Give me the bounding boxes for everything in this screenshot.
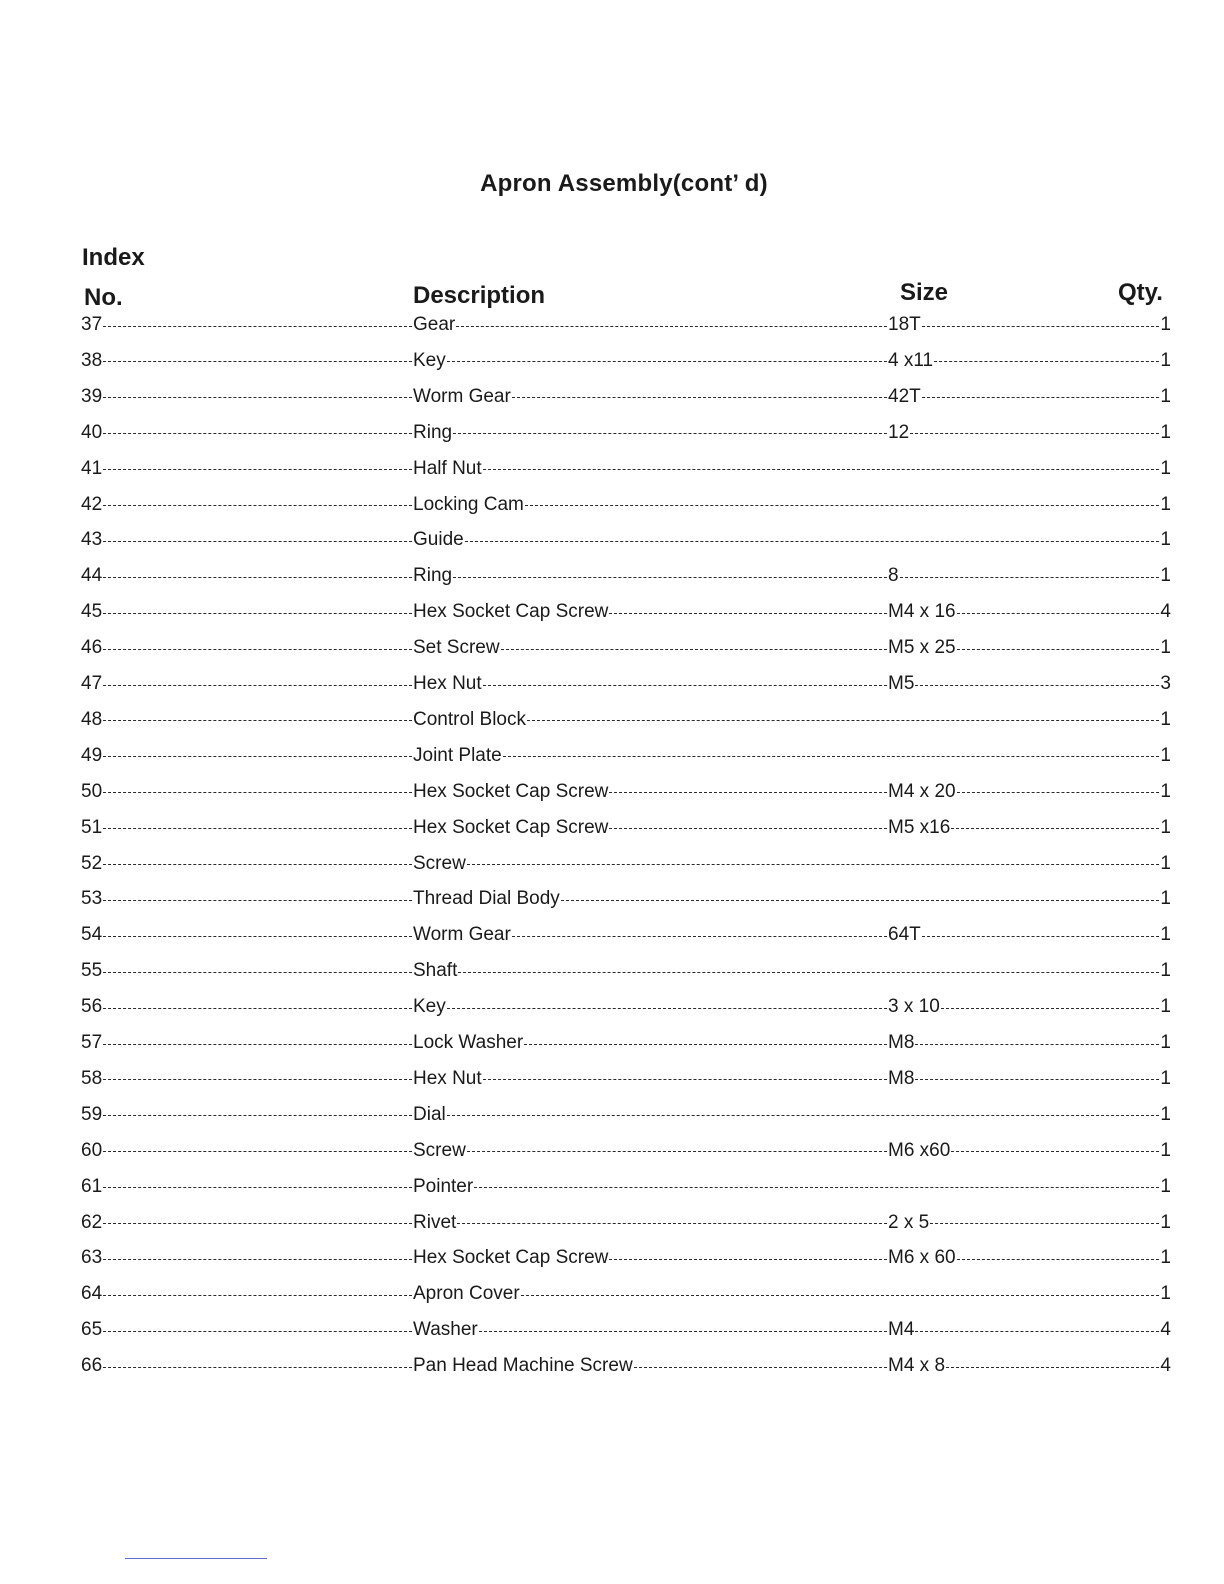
table-row	[81, 1067, 1171, 1091]
part-qty: 1	[1160, 816, 1171, 838]
part-description: Apron Cover	[413, 1283, 520, 1305]
dotted-leader	[103, 1044, 412, 1045]
index-number: 59	[81, 1103, 103, 1125]
dotted-leader	[527, 720, 1159, 721]
part-description: Screw	[413, 1139, 466, 1161]
part-description: Pointer	[413, 1175, 474, 1197]
index-number: 48	[81, 708, 103, 730]
index-number: 57	[81, 1032, 103, 1053]
table-row	[81, 564, 1171, 588]
dotted-leader	[503, 756, 1160, 757]
index-number: 60	[81, 1139, 103, 1161]
part-size: 2 x 5	[888, 1211, 930, 1233]
dotted-leader	[525, 505, 1160, 506]
index-number: 55	[81, 960, 103, 982]
index-number: 43	[81, 529, 103, 551]
part-size: M6 x 60	[888, 1247, 956, 1269]
dotted-leader	[934, 361, 1159, 362]
part-description: Hex Socket Cap Screw	[413, 780, 609, 802]
header-description: Description	[413, 282, 546, 309]
part-qty: 4	[1160, 601, 1171, 623]
dotted-leader	[103, 1187, 412, 1188]
dotted-leader	[103, 864, 412, 865]
dotted-leader	[915, 685, 1159, 686]
dotted-leader	[609, 828, 887, 829]
dotted-leader	[103, 541, 412, 542]
part-description: Set Screw	[413, 637, 500, 659]
part-qty: 1	[1160, 565, 1171, 587]
part-description: Ring	[413, 421, 453, 443]
part-description: Key	[413, 349, 446, 371]
part-size: M4 x 20	[888, 780, 956, 802]
part-description: Locking Cam	[413, 493, 524, 515]
part-qty: 1	[1160, 996, 1171, 1018]
dotted-leader	[957, 792, 1160, 793]
part-description: Hex Socket Cap Screw	[413, 601, 609, 623]
dotted-leader	[453, 433, 887, 434]
dotted-leader	[951, 828, 1159, 829]
table-row	[81, 349, 1171, 373]
dotted-leader	[946, 1367, 1159, 1368]
dotted-leader	[103, 792, 412, 793]
index-number: 56	[81, 996, 103, 1018]
dotted-leader	[103, 613, 412, 614]
table-row	[81, 528, 1171, 552]
part-size: 42T	[888, 385, 921, 407]
part-size: M4 x 8	[888, 1355, 946, 1377]
dotted-leader	[474, 1187, 1159, 1188]
dotted-leader	[957, 649, 1160, 650]
index-number: 61	[81, 1175, 103, 1197]
dotted-leader	[922, 936, 1160, 937]
dotted-leader	[103, 1295, 412, 1296]
part-size: 18T	[888, 314, 921, 335]
dotted-leader	[561, 900, 1160, 901]
part-description: Screw	[413, 852, 466, 874]
part-qty: 1	[1160, 349, 1171, 371]
part-description: Pan Head Machine Screw	[413, 1355, 633, 1377]
dotted-leader	[479, 1331, 887, 1332]
dotted-leader	[103, 1151, 412, 1152]
dotted-leader	[103, 1115, 412, 1116]
part-description: Lock Washer	[413, 1032, 524, 1053]
part-description: Gear	[413, 314, 456, 335]
table-row	[81, 816, 1171, 840]
index-number: 37	[81, 314, 103, 335]
dotted-leader	[915, 1044, 1159, 1045]
part-size: M4	[888, 1319, 915, 1341]
part-qty: 1	[1160, 1103, 1171, 1125]
index-number: 66	[81, 1355, 103, 1377]
part-description: Worm Gear	[413, 924, 511, 946]
dotted-leader	[609, 1259, 887, 1260]
dotted-leader	[103, 828, 412, 829]
dotted-leader	[103, 1008, 412, 1009]
table-row	[81, 1211, 1171, 1235]
part-description: Shaft	[413, 960, 458, 982]
part-qty: 1	[1160, 1211, 1171, 1233]
dotted-leader	[103, 936, 412, 937]
index-number: 40	[81, 421, 103, 443]
dotted-leader	[458, 972, 1159, 973]
index-number: 65	[81, 1319, 103, 1341]
part-description: Hex Socket Cap Screw	[413, 816, 609, 838]
footer-rule	[125, 1558, 267, 1559]
part-size: M4 x 16	[888, 601, 956, 623]
table-row	[81, 1175, 1171, 1199]
dotted-leader	[521, 1295, 1160, 1296]
dotted-leader	[910, 433, 1159, 434]
index-number: 54	[81, 924, 103, 946]
index-number: 53	[81, 888, 103, 910]
table-row	[81, 493, 1171, 517]
part-qty: 1	[1160, 1032, 1171, 1053]
table-row	[81, 636, 1171, 660]
part-qty: 1	[1160, 960, 1171, 982]
part-qty: 1	[1160, 493, 1171, 515]
dotted-leader	[103, 469, 412, 470]
part-description: Ring	[413, 565, 453, 587]
dotted-leader	[447, 1115, 1160, 1116]
dotted-leader	[465, 541, 1160, 542]
part-description: Hex Nut	[413, 673, 482, 694]
index-number: 44	[81, 565, 103, 587]
dotted-leader	[103, 720, 412, 721]
part-qty: 1	[1160, 780, 1171, 802]
table-row	[81, 385, 1171, 409]
part-size: M8	[888, 1032, 915, 1053]
header-size: Size	[900, 279, 949, 306]
part-description: Dial	[413, 1103, 446, 1125]
part-qty: 1	[1160, 924, 1171, 946]
table-row	[81, 852, 1171, 876]
dotted-leader	[103, 361, 412, 362]
part-qty: 1	[1160, 744, 1171, 766]
index-number: 52	[81, 852, 103, 874]
dotted-leader	[103, 433, 412, 434]
dotted-leader	[103, 1331, 412, 1332]
dotted-leader	[634, 1367, 887, 1368]
index-number: 46	[81, 637, 103, 659]
dotted-leader	[447, 361, 887, 362]
part-size: 12	[888, 421, 910, 443]
table-row	[81, 887, 1171, 911]
dotted-leader	[103, 505, 412, 506]
table-row	[81, 780, 1171, 804]
part-qty: 1	[1160, 314, 1171, 335]
part-description: Key	[413, 996, 446, 1018]
part-qty: 1	[1160, 529, 1171, 551]
part-size: M5 x 25	[888, 637, 956, 659]
part-qty: 1	[1160, 1139, 1171, 1161]
table-row	[81, 457, 1171, 481]
dotted-leader	[941, 1008, 1160, 1009]
dotted-leader	[900, 577, 1160, 578]
table-row	[81, 600, 1171, 624]
table-row	[81, 1139, 1171, 1163]
dotted-leader	[915, 1079, 1159, 1080]
dotted-leader	[103, 1259, 412, 1260]
part-description: Worm Gear	[413, 385, 511, 407]
index-number: 50	[81, 780, 103, 802]
dotted-leader	[524, 1044, 887, 1045]
table-row	[81, 421, 1171, 445]
index-number: 58	[81, 1067, 103, 1089]
part-description: Hex Socket Cap Screw	[413, 1247, 609, 1269]
dotted-leader	[103, 1079, 412, 1080]
part-size: M6 x60	[888, 1139, 951, 1161]
part-qty: 1	[1160, 1175, 1171, 1197]
part-qty: 1	[1160, 637, 1171, 659]
table-row	[81, 1354, 1171, 1378]
dotted-leader	[609, 792, 887, 793]
dotted-leader	[915, 1331, 1159, 1332]
part-size: 3 x 10	[888, 996, 940, 1018]
part-qty: 3	[1160, 673, 1171, 694]
part-qty: 1	[1160, 457, 1171, 479]
dotted-leader	[103, 577, 412, 578]
dotted-leader	[957, 613, 1160, 614]
part-qty: 4	[1160, 1319, 1171, 1341]
dotted-leader	[447, 1008, 887, 1009]
dotted-leader	[456, 326, 887, 327]
dotted-leader	[453, 577, 887, 578]
dotted-leader	[483, 685, 887, 686]
part-qty: 1	[1160, 1283, 1171, 1305]
dotted-leader	[103, 649, 412, 650]
part-size: 4 x11	[888, 349, 934, 371]
index-number: 38	[81, 349, 103, 371]
table-row	[81, 1318, 1171, 1342]
index-number: 47	[81, 673, 103, 694]
table-row	[81, 1246, 1171, 1270]
dotted-leader	[512, 936, 887, 937]
header-qty: Qty.	[1118, 279, 1163, 306]
part-qty: 1	[1160, 888, 1171, 910]
part-size: 64T	[888, 924, 921, 946]
part-qty: 1	[1160, 852, 1171, 874]
table-row	[81, 923, 1171, 947]
part-description: Guide	[413, 529, 464, 551]
dotted-leader	[467, 1151, 887, 1152]
part-qty: 1	[1160, 708, 1171, 730]
dotted-leader	[457, 1223, 887, 1224]
part-qty: 1	[1160, 421, 1171, 443]
part-size: M8	[888, 1067, 915, 1089]
table-row	[81, 672, 1171, 696]
dotted-leader	[483, 1079, 887, 1080]
index-number: 39	[81, 385, 103, 407]
dotted-leader	[103, 397, 412, 398]
part-description: Joint Plate	[413, 744, 502, 766]
part-description: Hex Nut	[413, 1067, 482, 1089]
part-description: Half Nut	[413, 457, 482, 479]
table-row	[81, 959, 1171, 983]
dotted-leader	[483, 469, 1160, 470]
index-number: 41	[81, 457, 103, 479]
header-no: No.	[84, 284, 123, 311]
part-description: Thread Dial Body	[413, 888, 560, 910]
dotted-leader	[951, 1151, 1159, 1152]
dotted-leader	[103, 756, 412, 757]
dotted-leader	[103, 972, 412, 973]
page-title: Apron Assembly(cont’ d)	[480, 170, 768, 197]
dotted-leader	[501, 649, 887, 650]
dotted-leader	[930, 1223, 1159, 1224]
dotted-leader	[922, 326, 1160, 327]
dotted-leader	[103, 1223, 412, 1224]
dotted-leader	[103, 326, 412, 327]
index-number: 64	[81, 1283, 103, 1305]
dotted-leader	[103, 900, 412, 901]
dotted-leader	[103, 1367, 412, 1368]
part-qty: 1	[1160, 385, 1171, 407]
part-description: Control Block	[413, 708, 526, 730]
index-number: 63	[81, 1247, 103, 1269]
dotted-leader	[512, 397, 887, 398]
table-row	[81, 744, 1171, 768]
part-qty: 4	[1160, 1355, 1171, 1377]
part-qty: 1	[1160, 1067, 1171, 1089]
index-number: 51	[81, 816, 103, 838]
part-qty: 1	[1160, 1247, 1171, 1269]
part-description: Rivet	[413, 1211, 457, 1233]
index-number: 49	[81, 744, 103, 766]
table-row	[81, 313, 1171, 337]
dotted-leader	[609, 613, 887, 614]
part-description: Washer	[413, 1319, 478, 1341]
part-size: 8	[888, 565, 899, 587]
header-index: Index	[82, 244, 145, 271]
table-row	[81, 1103, 1171, 1127]
index-number: 42	[81, 493, 103, 515]
part-size: M5	[888, 673, 915, 694]
index-number: 62	[81, 1211, 103, 1233]
table-row	[81, 1031, 1171, 1055]
dotted-leader	[103, 685, 412, 686]
dotted-leader	[957, 1259, 1160, 1260]
table-row	[81, 708, 1171, 732]
index-number: 45	[81, 601, 103, 623]
dotted-leader	[467, 864, 1160, 865]
dotted-leader	[922, 397, 1160, 398]
table-row	[81, 995, 1171, 1019]
table-row	[81, 1282, 1171, 1306]
part-size: M5 x16	[888, 816, 951, 838]
